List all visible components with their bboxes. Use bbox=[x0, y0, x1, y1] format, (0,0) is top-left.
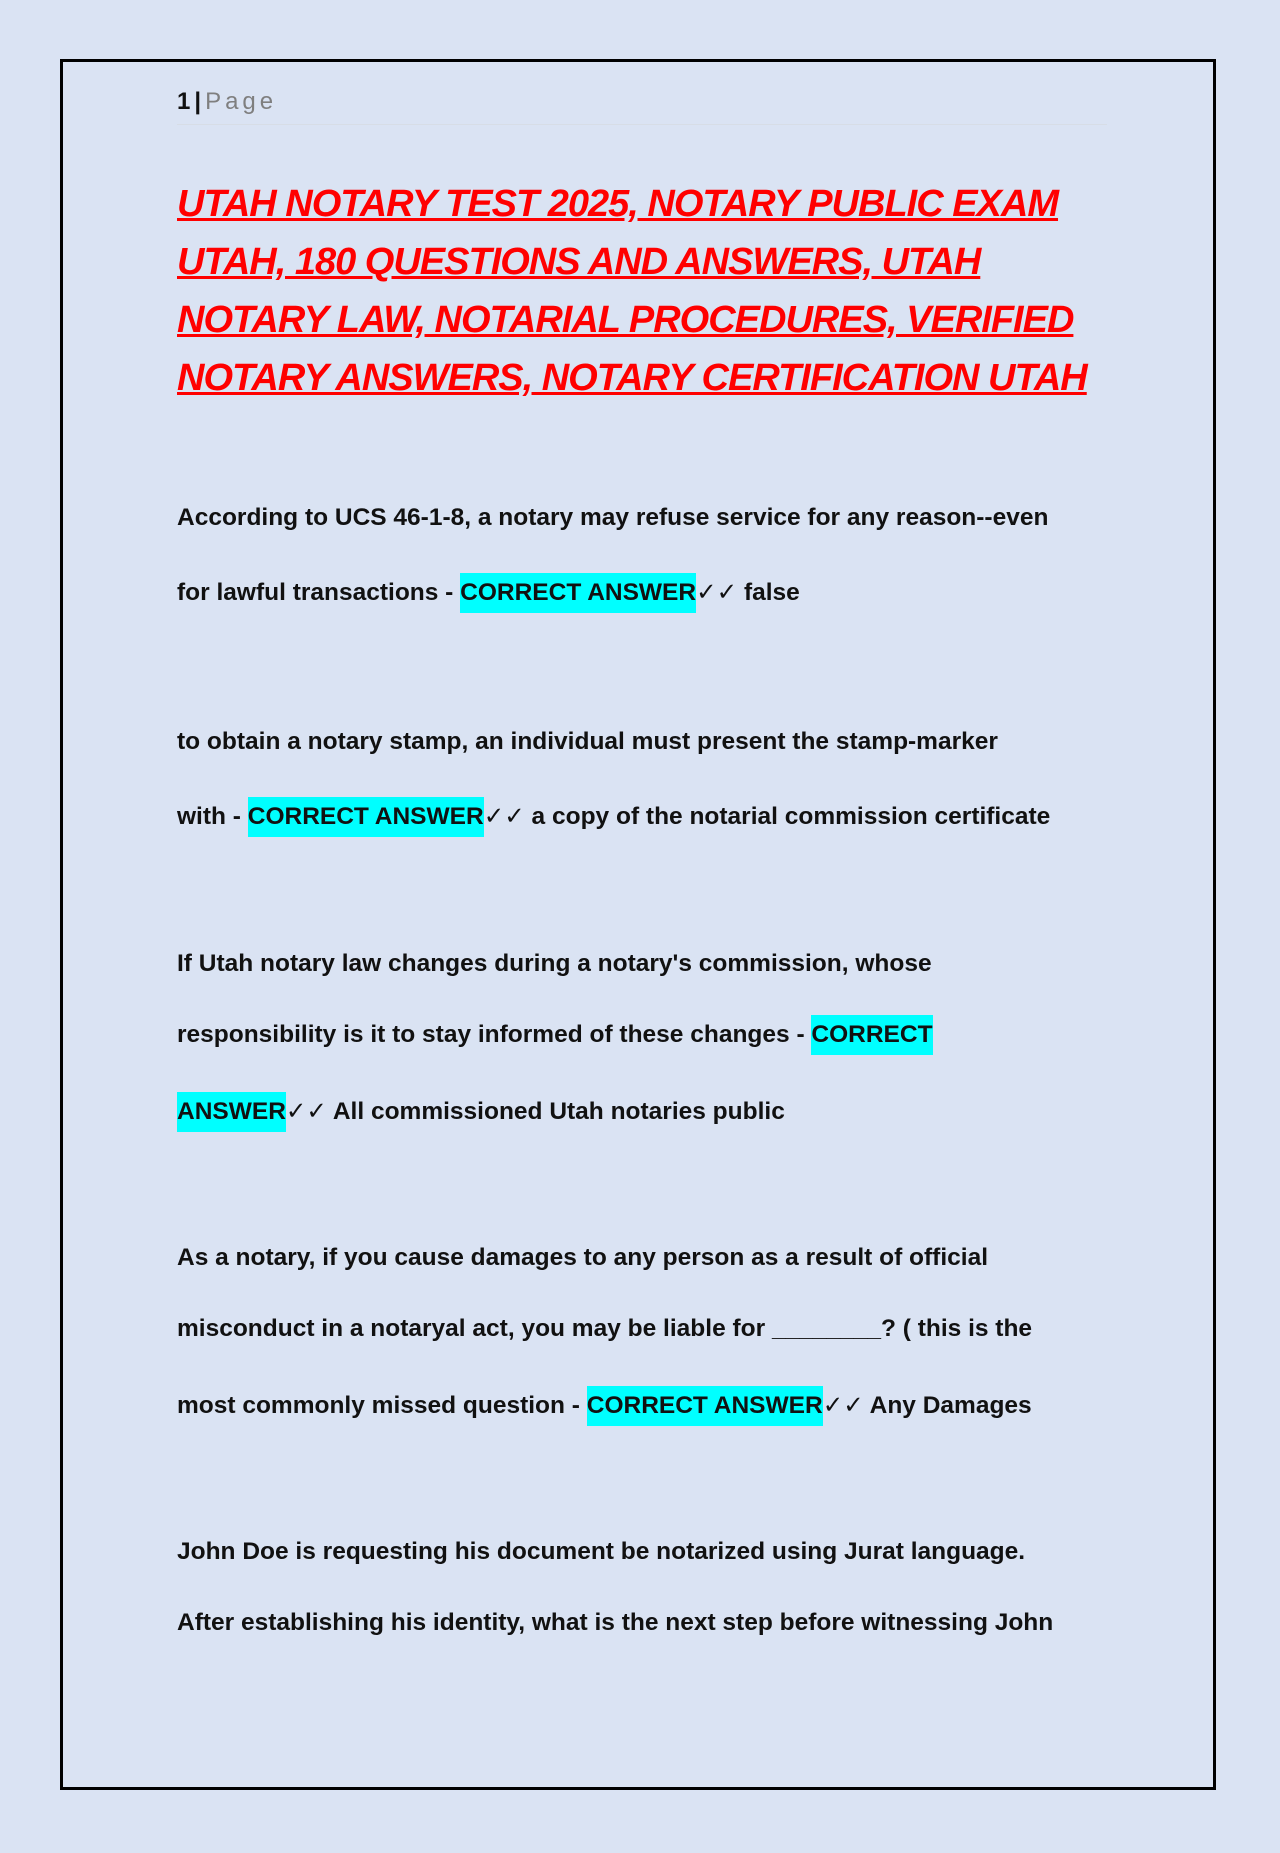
checkmark-icon: ✓✓ bbox=[696, 579, 738, 606]
page-number: 1 bbox=[177, 88, 191, 115]
header-separator: | bbox=[194, 88, 202, 115]
answer-text: All commissioned Utah notaries public bbox=[326, 1098, 785, 1125]
page-label: Page bbox=[205, 88, 278, 115]
checkmark-icon: ✓✓ bbox=[285, 1098, 327, 1125]
answer-text: false bbox=[737, 579, 800, 606]
answer-line bbox=[177, 797, 1050, 837]
document-title bbox=[177, 175, 1117, 407]
question-text: misconduct in a notaryal act, you may be liable for ________? ( this is the bbox=[177, 1315, 1033, 1342]
answer-line bbox=[177, 1092, 785, 1132]
page-header bbox=[177, 88, 1107, 125]
correct-answer-label: CORRECT ANSWER bbox=[587, 1386, 823, 1426]
question-line bbox=[177, 1015, 933, 1055]
question-text: According to UCS 46-1-8, a notary may refuse service for any reason--even bbox=[177, 504, 1049, 531]
correct-answer-label: CORRECT ANSWER bbox=[460, 573, 696, 613]
correct-answer-label: CORRECT ANSWER bbox=[248, 797, 484, 837]
question-text: John Doe is requesting his document be notarized using Jurat language. bbox=[177, 1538, 1026, 1565]
title-line: NOTARY LAW, NOTARIAL PROCEDURES, VERIFIED bbox=[177, 299, 1074, 341]
checkmark-icon: ✓✓ bbox=[822, 1392, 864, 1419]
question-text: most commonly missed question - bbox=[177, 1392, 587, 1419]
answer-line bbox=[177, 1386, 1032, 1426]
answer-line bbox=[177, 573, 800, 613]
question-text: with - bbox=[177, 803, 248, 830]
question-text: If Utah notary law changes during a notary's commission, whose bbox=[177, 950, 932, 977]
correct-answer-label-part: ANSWER bbox=[177, 1092, 286, 1132]
question-text: responsibility is it to stay informed of these changes - bbox=[177, 1021, 812, 1048]
correct-answer-label-part: CORRECT bbox=[811, 1015, 932, 1055]
question-text: for lawful transactions - bbox=[177, 579, 461, 606]
question-text: As a notary, if you cause damages to any person as a result of official bbox=[177, 1244, 989, 1271]
title-line: UTAH NOTARY TEST 2025, NOTARY PUBLIC EXAM bbox=[177, 183, 1059, 225]
question-text: to obtain a notary stamp, an individual must present the stamp-marker bbox=[177, 728, 998, 755]
answer-text: a copy of the notarial commission certificate bbox=[524, 803, 1051, 830]
answer-text: Any Damages bbox=[863, 1392, 1032, 1419]
question-text: After establishing his identity, what is the next step before witnessing John bbox=[177, 1609, 1054, 1636]
title-line: UTAH, 180 QUESTIONS AND ANSWERS, UTAH bbox=[177, 241, 981, 283]
title-line: NOTARY ANSWERS, NOTARY CERTIFICATION UTAH bbox=[177, 357, 1087, 399]
checkmark-icon: ✓✓ bbox=[483, 803, 525, 830]
